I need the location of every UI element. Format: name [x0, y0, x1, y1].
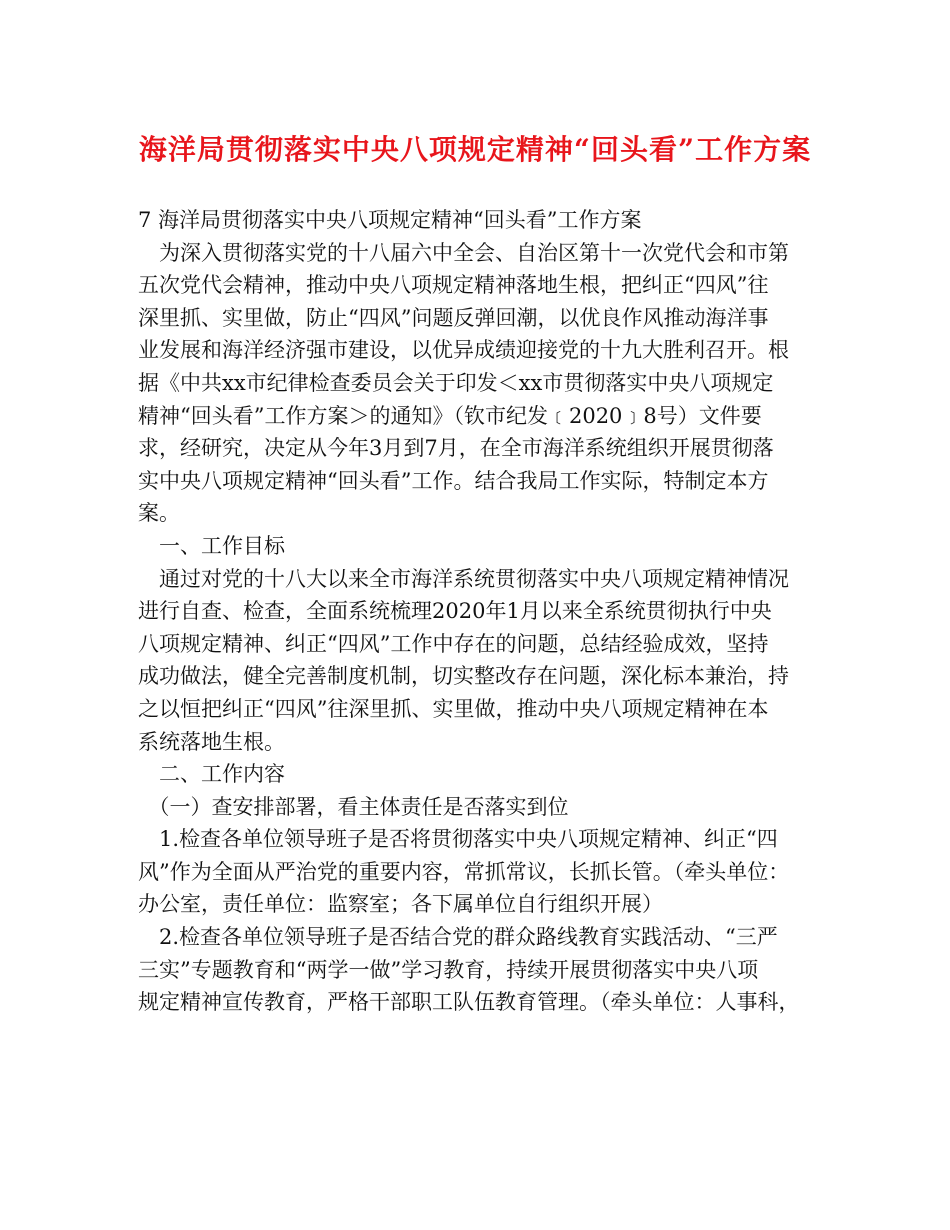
text-line: 1.检查各单位领导班子是否将贯彻落实中央八项规定精神、纠正“四 — [138, 827, 778, 852]
text-line: 实中央八项规定精神“回头看”工作。结合我局工作实际，特制定本方 — [138, 468, 769, 493]
text-line: 规定精神宣传教育，严格干部职工队伍教育管理。（牵头单位：人事科， — [138, 990, 800, 1015]
text-line: 业发展和海洋经济强市建设，以优异成绩迎接党的十九大胜利召开。根 — [138, 338, 789, 363]
text-line: 深里抓、实里做，防止“四风”问题反弹回潮，以优良作风推动海洋事 — [138, 305, 769, 330]
section-heading: 一、工作目标 — [138, 533, 285, 558]
text-line: 求，经研究，决定从今年3月到7月，在全市海洋系统组织开展贯彻落 — [138, 436, 774, 461]
text-line: 7 海洋局贯彻落实中央八项规定精神“回头看”工作方案 — [138, 208, 642, 232]
subsection-heading: （一）查安排部署，看主体责任是否落实到位 — [138, 794, 569, 819]
text-line: 进行自查、检查，全面系统梳理2020年1月以来全系统贯彻执行中央 — [138, 599, 772, 624]
text-line: 系统落地生根。 — [138, 729, 285, 754]
text-line: 之以恒把纠正“四风”往深里抓、实里做，推动中央八项规定精神在本 — [138, 696, 769, 721]
text-line: 2.检查各单位领导班子是否结合党的群众路线教育实践活动、“三严 — [138, 925, 778, 950]
text-line: 据《中共xx市纪律检查委员会关于印发＜xx市贯彻落实中央八项规定 — [138, 370, 774, 395]
text-line: 成功做法，健全完善制度机制，切实整改存在问题，深化标本兼治，持 — [138, 664, 789, 689]
text-line: 三实”专题教育和“两学一做”学习教育，持续开展贯彻落实中央八项 — [138, 957, 759, 982]
document-body — [138, 204, 818, 1019]
section-heading: 二、工作内容 — [138, 762, 285, 787]
text-line: 精神“回头看”工作方案＞的通知》（钦市纪发﹝2020﹞8号）文件要 — [138, 403, 762, 428]
text-line: 为深入贯彻落实党的十八届六中全会、自治区第十一次党代会和市第 — [138, 240, 789, 265]
text-line: 案。 — [138, 501, 180, 526]
text-line: 五次党代会精神，推动中央八项规定精神落地生根，把纠正“四风”往 — [138, 273, 769, 298]
text-line: 八项规定精神、纠正“四风”工作中存在的问题，总结经验成效，坚持 — [138, 631, 769, 656]
text-line: 风”作为全面从严治党的重要内容，常抓常议，长抓长管。（牵头单位： — [138, 859, 790, 884]
document-title: 海洋局贯彻落实中央八项规定精神“回头看”工作方案 — [138, 133, 812, 166]
text-line: 办公室，责任单位：监察室；各下属单位自行组织开展） — [138, 892, 663, 917]
text-line: 通过对党的十八大以来全市海洋系统贯彻落实中央八项规定精神情况 — [138, 566, 789, 591]
